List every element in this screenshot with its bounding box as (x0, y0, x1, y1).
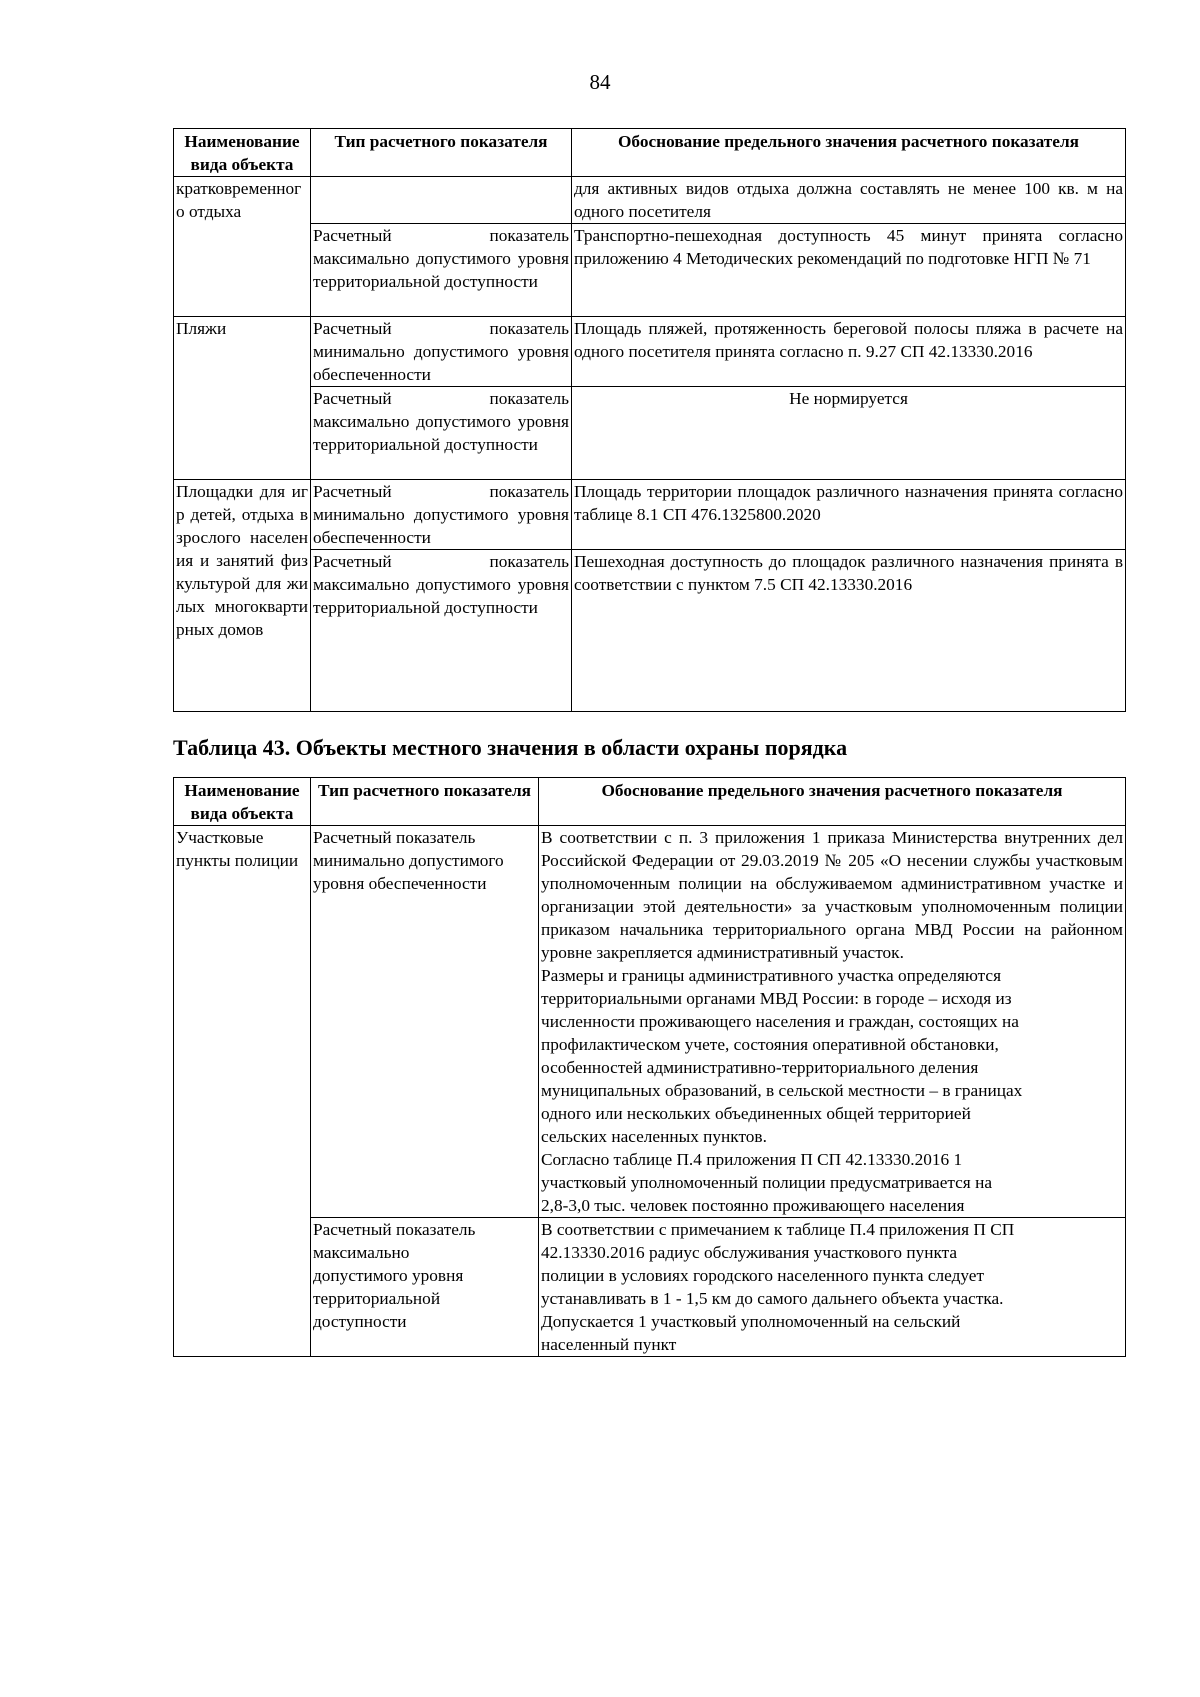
indicator-type-cell (311, 177, 572, 224)
header-indicator-type: Тип расчетного показателя (311, 129, 572, 177)
indicator-type-cell: Расчетный показатель минимально допустимого уровня обеспеченности (311, 317, 572, 387)
indicator-type-line: доступности (313, 1312, 407, 1331)
basis-line: муниципальных образований, в сельской местности – в границах (541, 1081, 1023, 1100)
basis-line: сельских населенных пунктов. (541, 1127, 767, 1146)
header-object-name: Наименование вида объекта (174, 778, 311, 826)
header-basis: Обоснование предельного значения расчетного показателя (572, 129, 1126, 177)
indicator-type-cell: Расчетный показатель максимально допустимого уровня территориальной доступности (311, 224, 572, 317)
table-header-row (174, 129, 1126, 177)
basis-line: полиции в условиях городского населенного пункта следует (541, 1266, 985, 1285)
indicator-type-cell: Расчетный показатель максимально допустимого уровня территориальной доступности (311, 387, 572, 480)
basis-cell: Пешеходная доступность до площадок различного назначения принята в соответствии с пунктом 7.5 СП 42.13330.2016 (572, 550, 1126, 712)
basis-line: устанавливать в 1 - 1,5 км до самого дальнего объекта участка. (541, 1289, 1004, 1308)
basis-line: Допускается 1 участковый уполномоченный на сельский (541, 1312, 961, 1331)
table-caption: Таблица 43. Объекты местного значения в области охраны порядка (173, 735, 848, 760)
table-header-row (174, 778, 1126, 826)
table-row (174, 826, 1126, 1218)
basis-cell (539, 1218, 1126, 1357)
indicator-type-line: Расчетный показатель (313, 1220, 476, 1239)
basis-cell: Площадь территории площадок различного назначения принята согласно таблице 8.1 СП 476.1325800.2020 (572, 480, 1126, 550)
indicator-type-cell: Расчетный показатель максимально допустимого уровня территориальной доступности (311, 550, 572, 712)
table-row (174, 224, 1126, 317)
indicator-type-cell: Расчетный показатель минимально допустимого уровня обеспеченности (311, 826, 539, 1218)
basis-line: особенностей административно-территориального деления (541, 1058, 979, 1077)
basis-cell (539, 826, 1126, 1218)
indicator-type-line: допустимого уровня (313, 1266, 464, 1285)
basis-line: Согласно таблице П.4 приложения П СП 42.13330.2016 1 (541, 1150, 963, 1169)
basis-line: населенный пункт (541, 1335, 677, 1354)
object-name-cell: Участковые пункты полиции (174, 826, 311, 1357)
table-row (174, 1218, 1126, 1357)
header-indicator-type: Тип расчетного показателя (311, 778, 539, 826)
object-name-cell: Пляжи (174, 317, 311, 480)
header-basis: Обоснование предельного значения расчетного показателя (539, 778, 1126, 826)
basis-line: численности проживающего населения и граждан, состоящих на (541, 1012, 1019, 1031)
table-row (174, 177, 1126, 224)
table-row (174, 387, 1126, 480)
basis-line: территориальными органами МВД России: в городе – исходя из (541, 989, 1012, 1008)
indicator-type-cell: Расчетный показатель минимально допустимого уровня обеспеченности (311, 480, 572, 550)
table-row (174, 317, 1126, 387)
norms-table-police (173, 777, 1126, 1357)
basis-cell: Транспортно-пешеходная доступность 45 минут принята согласно приложению 4 Методических рекомендаций по подготовке НГП № 71 (572, 224, 1126, 317)
basis-line: профилактическом учете, состояния оперативной обстановки, (541, 1035, 999, 1054)
basis-cell: Площадь пляжей, протяженность береговой полосы пляжа в расчете на одного посетителя принята согласно п. 9.27 СП 42.13330.2016 (572, 317, 1126, 387)
indicator-type-line: территориальной (313, 1289, 441, 1308)
table-row (174, 480, 1126, 550)
basis-cell: для активных видов отдыха должна составлять не менее 100 кв. м на одного посетителя (572, 177, 1126, 224)
basis-line: Размеры и границы административного участка определяются (541, 966, 1002, 985)
basis-paragraph-lines (541, 964, 1123, 1217)
page-number: 84 (589, 70, 611, 94)
object-name-cell: Площадки для игр детей, отдыха взрослого населения и занятий физкультурой для жилых многоквартирных домов (174, 480, 311, 712)
basis-paragraph-justified: В соответствии с п. 3 приложения 1 приказа Министерства внутренних дел Российской Федерации от 29.03.2019 № 205 «О несении службы участковым уполномоченным полиции на обслуживаемом административном участке и организации этой деятельности» за участковым уполномоченным полиции приказом начальника территориального органа МВД России на районном уровне закрепляется административный участок. (541, 828, 1123, 962)
indicator-type-line: максимально (313, 1243, 410, 1262)
basis-line: 2,8-3,0 тыс. человек постоянно проживающего населения (541, 1196, 965, 1215)
indicator-type-cell (311, 1218, 539, 1357)
object-name-cell: кратковременного отдыха (174, 177, 311, 317)
basis-line: 42.13330.2016 радиус обслуживания участкового пункта (541, 1243, 958, 1262)
table-row (174, 550, 1126, 712)
basis-line: В соответствии с примечанием к таблице П.4 приложения П СП (541, 1220, 1015, 1239)
basis-line: участковый уполномоченный полиции предусматривается на (541, 1173, 992, 1192)
basis-cell: Не нормируется (572, 387, 1126, 480)
header-object-name: Наименование вида объекта (174, 129, 311, 177)
norms-table-recreation (173, 128, 1126, 712)
basis-line: одного или нескольких объединенных общей территорией (541, 1104, 971, 1123)
